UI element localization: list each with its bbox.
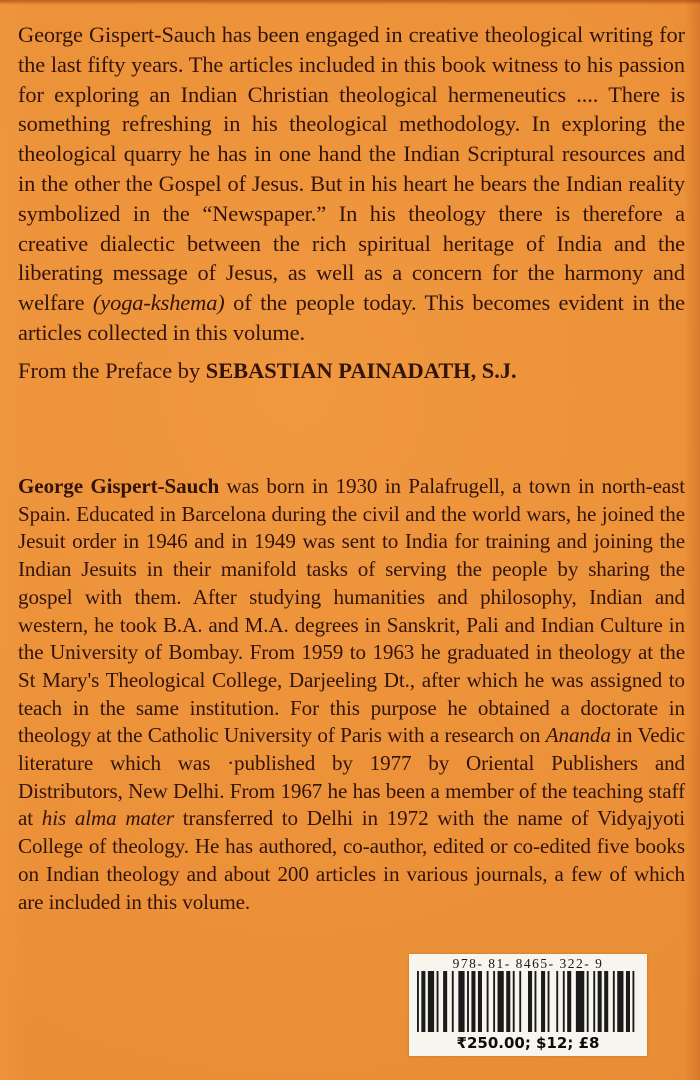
preface-byline-prefix: From the Preface by [18, 358, 206, 383]
preface-quote-italic-yoga-kshema: (yoga-kshema) [92, 290, 225, 316]
price-label: ₹250.00; $12; £8 [456, 1034, 600, 1052]
author-bio-text-3: transferred to Delhi in 1972 with the name of Vidyajyoti College of theology. He has authored, co-author, edited or co-edited five books on Indian theology and about 200 articles in various journals, a few of which are included in this volume. [18, 806, 685, 914]
author-bio-italic-ananda: Ananda [545, 723, 611, 748]
barcode-icon [417, 971, 639, 1032]
author-name-bold: George Gispert-Sauch [18, 474, 220, 498]
author-bio-italic-alma-mater: his alma mater [41, 806, 175, 831]
preface-byline-name: SEBASTIAN PAINADATH, S.J. [205, 358, 517, 383]
preface-quote-text-2: of the people today. This becomes evident in the articles collected in this volume. [18, 290, 685, 345]
isbn-number: 978- 81- 8465- 322- 9 [452, 956, 604, 971]
barcode-sticker [409, 954, 647, 1056]
preface-quote [18, 20, 685, 348]
preface-byline [18, 356, 517, 386]
author-bio-text-1: was born in 1930 in Palafrugell, a town in north-east Spain. Educated in Barcelona during the civil and the world wars, he joined the Jesuit order in 1946 and in 1949 was sent to India for training and joining the Indian Jesuits in their manifold tasks of serving the people by sharing the gospel with them. After studying humanities and philosophy, Indian and western, he took B.A. and M.A. degrees in Sanskrit, Pali and Indian Culture in the University of Bombay. From 1959 to 1963 he graduated in theology at the St Mary's Theological College, Darjeeling Dt., after which he was assigned to teach in the same institution. For this purpose he obtained a doctorate in theology at the Catholic University of Paris with a research on [18, 474, 685, 748]
barcode-bars [417, 971, 639, 1032]
preface-quote-text-1: George Gispert-Sauch has been engaged in creative theological writing for the last fifty years. The articles included in this book witness to his passion for exploring an Indian Christian theological hermeneutics .... There is something refreshing in his theological methodology. In exploring the theological quarry he has in one hand the Indian Scriptural resources and in the other the Gospel of Jesus. But in his heart he bears the Indian reality symbolized in the “Newspaper.” In his theology there is therefore a creative dialectic between the rich spiritual heritage of India and the liberating message of Jesus, as well as a concern for the harmony and welfare [18, 22, 685, 316]
author-bio [18, 473, 685, 916]
author-bio-text-2: in Vedic literature which was ·published by 1977 by Oriental Publishers and Distributors, New Delhi. From 1967 he has been a member of the teaching staff at [18, 723, 685, 831]
